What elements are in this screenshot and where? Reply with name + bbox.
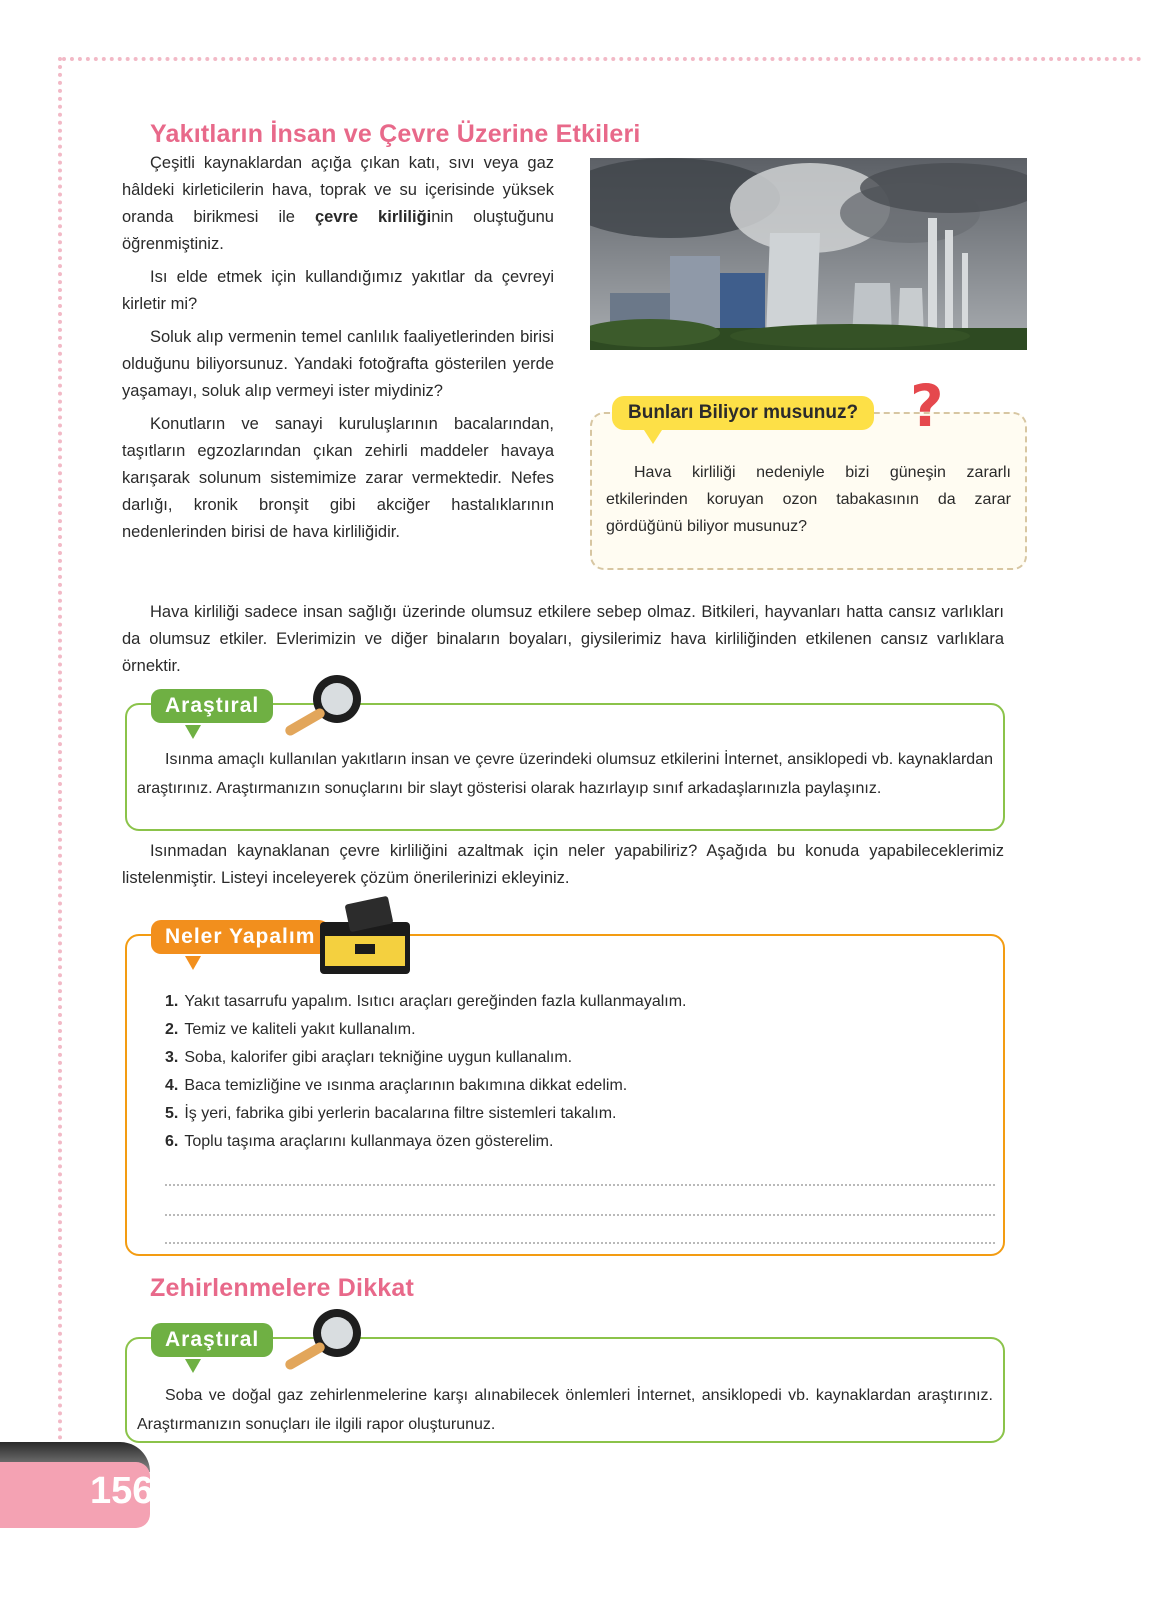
paragraph-3: Soluk alıp vermenin temel canlılık faaliyetlerinden birisi olduğunu biliyorsunuz. Yandaki fotoğrafta gösterilen yerde yaşamayı, soluk alıp vermeyi ister miydiniz?: [122, 328, 554, 400]
paragraph-1: Çeşitli kaynaklardan açığa çıkan katı, sıvı veya gaz hâldeki kirleticilerin hava, toprak ve su içerisinde yüksek oranda birikmesi ile çevre kirliliğinin oluştuğunu öğrenmiştiniz.: [122, 154, 554, 253]
did-you-know-tail: [644, 430, 662, 444]
magnifier-icon: [275, 1305, 375, 1390]
power-plant-photo: [590, 158, 1027, 350]
what-to-do-tab: Neler Yapalım: [151, 920, 329, 954]
question-mark-icon: ?: [910, 372, 944, 440]
paragraph-4: Konutların ve sanayi kuruluşlarının bacalarından, taşıtların egzozlarından çıkan zehirli maddeler havaya karışarak solunum sistemimize zarar vermektedir. Nefes darlığı, kronik bronşit gibi akciğer hastalıklarının nedenlerinden birisi de hava kirliliğidir.: [122, 415, 554, 541]
section-title-fuels: Yakıtların İnsan ve Çevre Üzerine Etkileri: [150, 120, 641, 148]
research-tab-1: Araştıral: [151, 689, 273, 723]
list-item: 1. Yakıt tasarrufu yapalım. Isıtıcı araçları gereğinden fazla kullanmayalım.: [165, 993, 687, 1010]
section1-left-column: [122, 150, 554, 546]
what-to-do-list: [165, 988, 687, 1156]
research-box-2: [125, 1328, 1005, 1443]
list-item: 2. Temiz ve kaliteli yakıt kullanalım.: [165, 1021, 416, 1038]
magnifier-icon: [275, 671, 375, 756]
paragraph-5: Hava kirliliği sadece insan sağlığı üzerinde olumsuz etkilere sebep olmaz. Bitkileri, hayvanları hatta cansız varlıkları da olumsuz etkiler. Evlerimizin ve diğer binaların boyaları, giysilerimiz hava kirliliğinden etkilenen cansız varlıklara örnektir.: [122, 603, 1004, 675]
toolbox-icon: [315, 892, 415, 985]
list-item: 4. Baca temizliğine ve ısınma araçlarının bakımına dikkat edelim.: [165, 1077, 628, 1094]
list-item: 6. Toplu taşıma araçlarını kullanmaya özen gösterelim.: [165, 1133, 554, 1150]
list-item: 5. İş yeri, fabrika gibi yerlerin bacalarına filtre sistemleri takalım.: [165, 1105, 617, 1122]
section-title-poisoning: Zehirlenmelere Dikkat: [150, 1274, 415, 1302]
paragraph-2: Isı elde etmek için kullandığımız yakıtlar da çevreyi kirletir mi?: [122, 268, 554, 313]
list-item: 3. Soba, kalorifer gibi araçları tekniğine uygun kullanalım.: [165, 1049, 573, 1066]
page-number: 156: [90, 1470, 154, 1512]
answer-line-3[interactable]: [165, 1242, 995, 1244]
did-you-know-title: Bunları Biliyor musunuz?: [612, 396, 874, 430]
answer-line-2[interactable]: [165, 1214, 995, 1216]
section1-full-width: [122, 599, 1004, 680]
did-you-know-box: [590, 372, 1027, 570]
did-you-know-text: Hava kirliliği nedeniyle bizi güneşin zararlı etkilerinden koruyan ozon tabakasının da zarar gördüğünü biliyor musunuz?: [606, 464, 1011, 535]
research-text-1: Isınma amaçlı kullanılan yakıtların insan ve çevre üzerindeki olumsuz etkilerini İnternet, ansiklopedi vb. kaynaklardan araştırınız. Araştırmanızın sonuçlarını bir slayt gösterisi olarak hazırlayıp sınıf arkadaşlarınızla paylaşınız.: [137, 751, 993, 797]
page-border-top: [62, 57, 1142, 61]
research-box-1: [125, 694, 1005, 831]
what-to-do-box: [125, 925, 1005, 1256]
page-border-left: [58, 57, 62, 1457]
answer-line-1[interactable]: [165, 1184, 995, 1186]
research-text-2: Soba ve doğal gaz zehirlenmelerine karşı alınabilecek önlemleri İnternet, ansiklopedi vb. kaynaklardan araştırınız. Araştırmanızın sonuçları ile ilgili rapor oluşturunuz.: [137, 1387, 993, 1433]
list-intro: Isınmadan kaynaklanan çevre kirliliğini azaltmak için neler yapabiliriz? Aşağıda bu konuda yapabileceklerimiz listelenmiştir. Listeyi inceleyerek çözüm önerilerinizi ekleyiniz.: [122, 842, 1004, 887]
research-tab-2: Araştıral: [151, 1323, 273, 1357]
